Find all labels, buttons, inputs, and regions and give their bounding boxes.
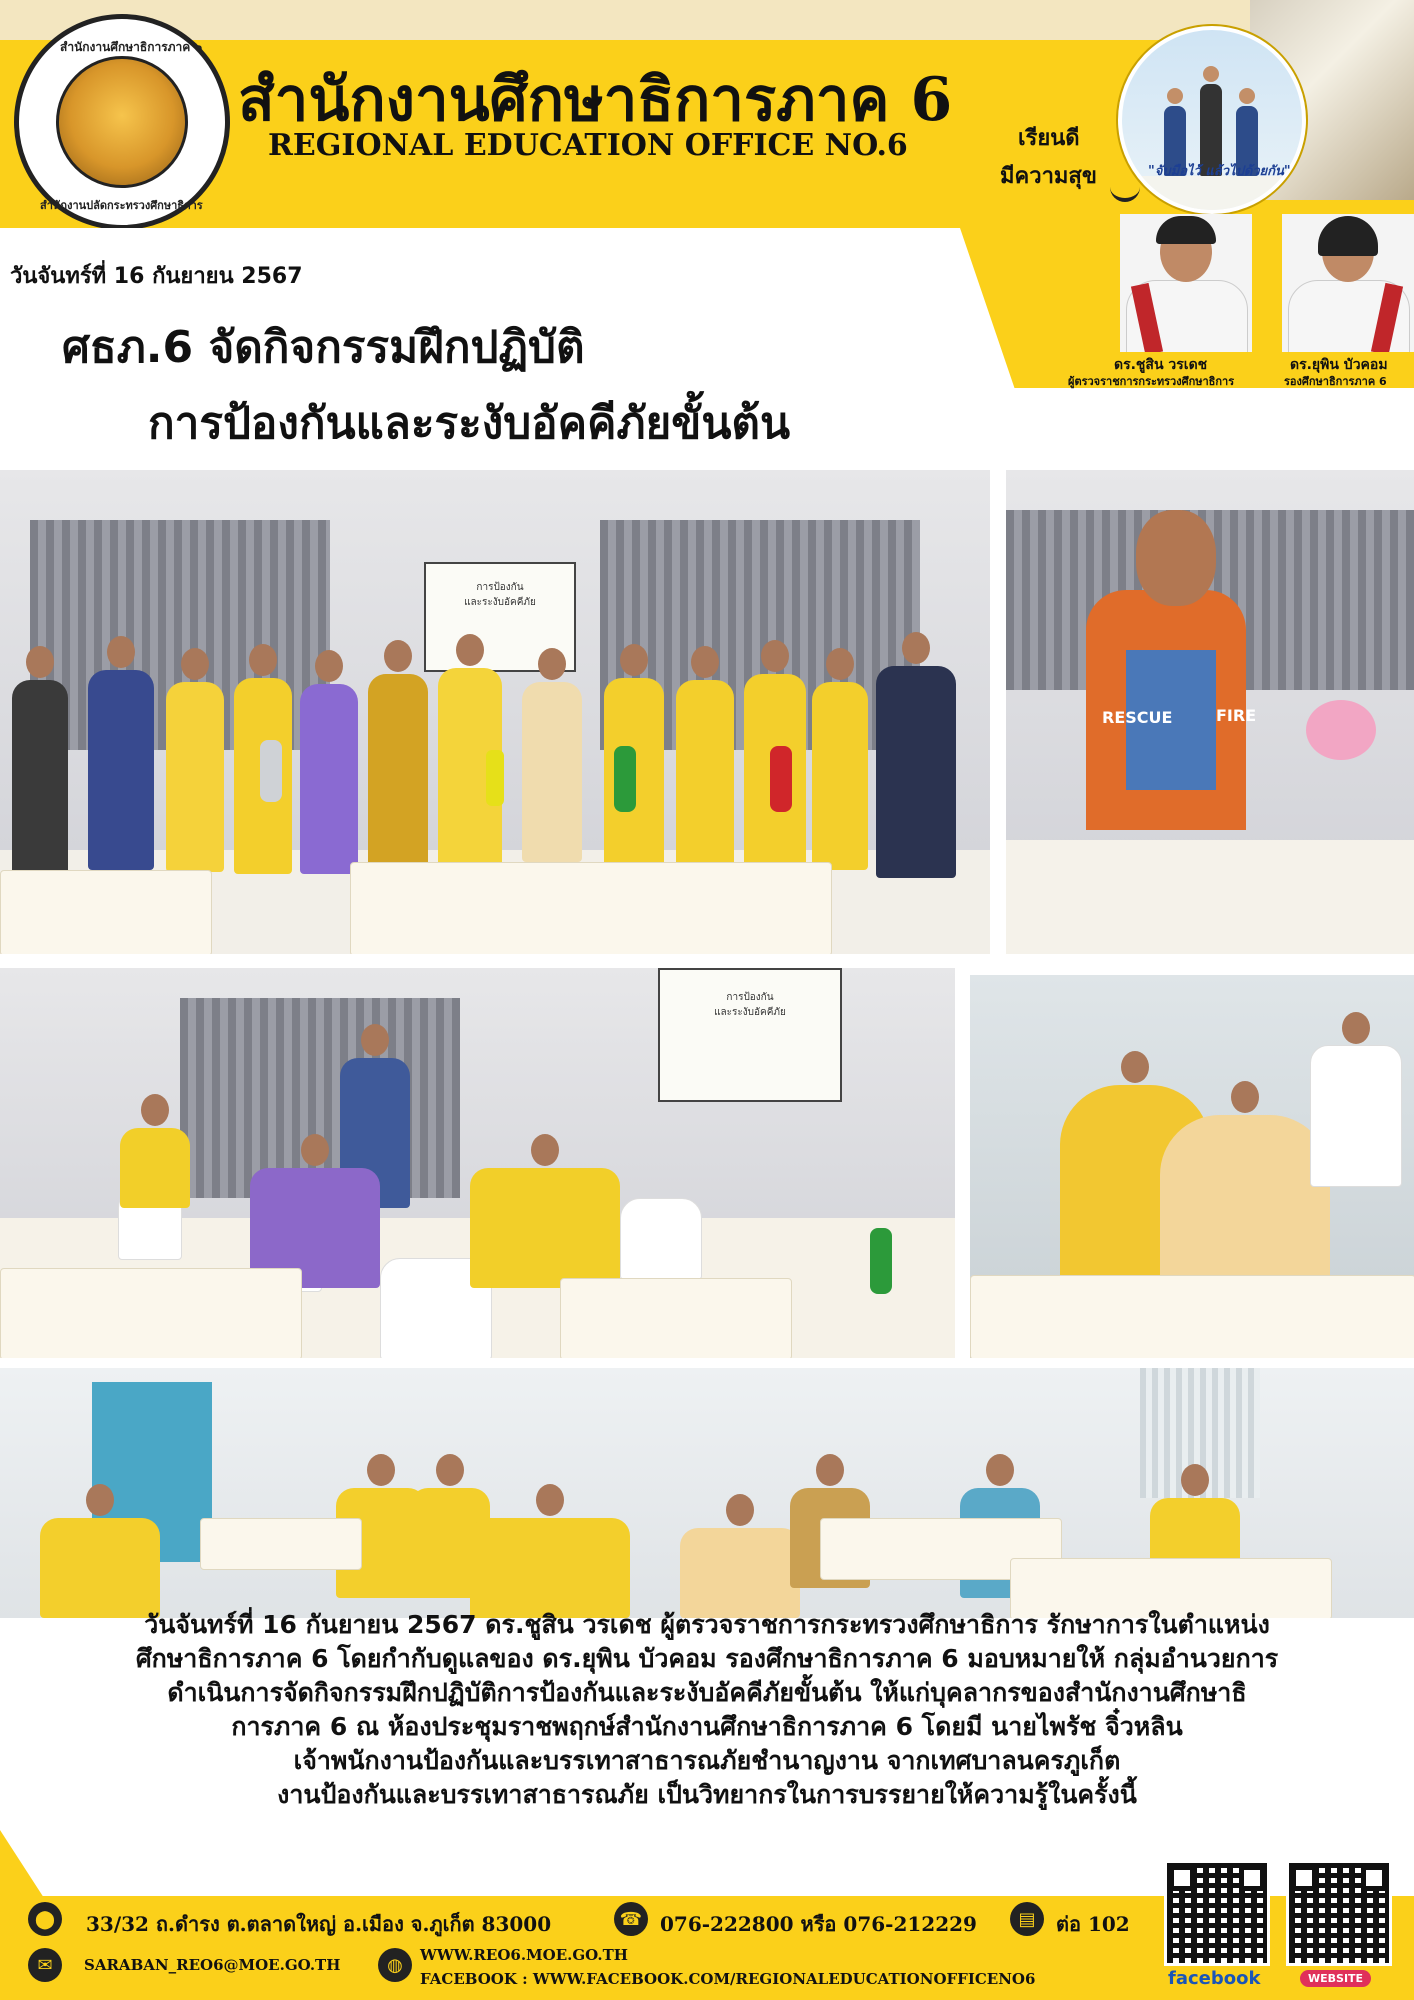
logo-ring-text-bottom: สำนักงานปลัดกระทรวงศึกษาธิการ [40, 199, 203, 212]
campaign-slogan: "จับมือไว้ แล้วไปด้วยกัน" [1148, 164, 1291, 179]
body-line-1: วันจันทร์ที่ 16 กันยายน 2567 ดร.ชูสิน วรเดช ผู้ตรวจราชการกระทรวงศึกษาธิการ รักษาการในตำแหน่ง [144, 1610, 1270, 1639]
official-1-role: ผู้ตรวจราชการกระทรวงศึกษาธิการ [1068, 375, 1235, 388]
shirt-rescue-text: RESCUE [1102, 708, 1173, 727]
phone-icon: ☎ [614, 1902, 648, 1936]
official-2-role: รองศึกษาธิการภาค 6 [1284, 375, 1387, 388]
headline-line-2: การป้องกันและระงับอัคคีภัยขั้นต้น [148, 398, 791, 449]
footer-website[interactable]: WWW.REO6.MOE.GO.TH [420, 1946, 628, 1964]
footer-email[interactable]: SARABAN_REO6@MOE.GO.TH [84, 1956, 341, 1974]
shirt-fire-text: FIRE [1216, 706, 1257, 725]
footer-address: 33/32 ถ.ดำรง ต.ตลาดใหญ่ อ.เมือง จ.ภูเก็ต 83000 [86, 1912, 552, 1936]
facebook-label: facebook [1168, 1968, 1261, 1989]
photo-classroom-lecture [0, 968, 955, 1358]
qr-code-icon[interactable] [1286, 1860, 1392, 1966]
footer-facebook-url[interactable]: FACEBOOK : WWW.FACEBOOK.COM/REGIONALEDUCATIONOFFICENO6 [420, 1970, 1036, 1988]
screen-title-1b: การป้องกัน [726, 992, 774, 1003]
qr-code-icon[interactable] [1164, 1860, 1270, 1966]
screen-title-2: และระงับอัคคีภัย [464, 597, 536, 608]
photo-speaker [1006, 470, 1414, 954]
headline-line-1: ศธภ.6 จัดกิจกรรมฝึกปฏิบัติ [62, 322, 585, 373]
photo-participants-seated [970, 975, 1414, 1358]
official-portrait-2 [1282, 214, 1414, 352]
logo-ring-text-top: สำนักงานศึกษาธิการภาค ๖ [60, 40, 203, 54]
campaign-badge [1118, 26, 1306, 214]
photo-group-fire-extinguishers [0, 470, 990, 954]
location-icon: ⬤ [28, 1902, 62, 1936]
motto-line-2: มีความสุข [1000, 164, 1097, 189]
fax-icon: ▤ [1010, 1902, 1044, 1936]
globe-icon: ◍ [378, 1948, 412, 1982]
website-label: WEBSITE [1300, 1970, 1371, 1987]
body-line-6: งานป้องกันและบรรเทาสาธารณภัย เป็นวิทยากรในการบรรยายให้ความรู้ในครั้งนี้ [277, 1780, 1137, 1809]
office-title-english: REGIONAL EDUCATION OFFICE NO.6 [268, 128, 908, 163]
screen-title-2b: และระงับอัคคีภัย [714, 1007, 786, 1018]
footer-ext: ต่อ 102 [1056, 1912, 1130, 1936]
photo-classroom-wide [0, 1368, 1414, 1618]
office-title-thai: สำนักงานศึกษาธิการภาค 6 [238, 65, 953, 135]
screen-title-1: การป้องกัน [476, 582, 524, 593]
body-line-5: เจ้าพนักงานป้องกันและบรรเทาสาธารณภัยชำนาญงาน จากเทศบาลนครภูเก็ต [293, 1746, 1121, 1775]
footer-phone: 076-222800 หรือ 076-212229 [660, 1912, 977, 1936]
motto-line-1: เรียนดี [1018, 126, 1080, 151]
email-icon: ✉ [28, 1948, 62, 1982]
news-date: วันจันทร์ที่ 16 กันยายน 2567 [10, 264, 303, 289]
official-1-name: ดร.ชูสิน วรเดช [1114, 357, 1208, 373]
body-line-2: ศึกษาธิการภาค 6 โดยกำกับดูแลของ ดร.ยุพิน บัวคอม รองศึกษาธิการภาค 6 มอบหมายให้ กลุ่มอำนวยการ [135, 1644, 1279, 1673]
article-body [0, 1608, 1414, 1812]
official-portrait-1 [1120, 214, 1252, 352]
body-line-3: ดำเนินการจัดกิจกรรมฝึกปฏิบัติการป้องกันและระงับอัคคีภัยขั้นต้น ให้แก่บุคลากรของสำนักงานศึกษาธิ [167, 1678, 1247, 1707]
body-line-4: การภาค 6 ณ ห้องประชุมราชพฤกษ์สำนักงานศึกษาธิการภาค 6 โดยมี นายไพรัช จิ๋วหลิน [231, 1712, 1183, 1741]
official-2-name: ดร.ยุพิน บัวคอม [1290, 357, 1388, 373]
logo-emblem [56, 56, 188, 188]
